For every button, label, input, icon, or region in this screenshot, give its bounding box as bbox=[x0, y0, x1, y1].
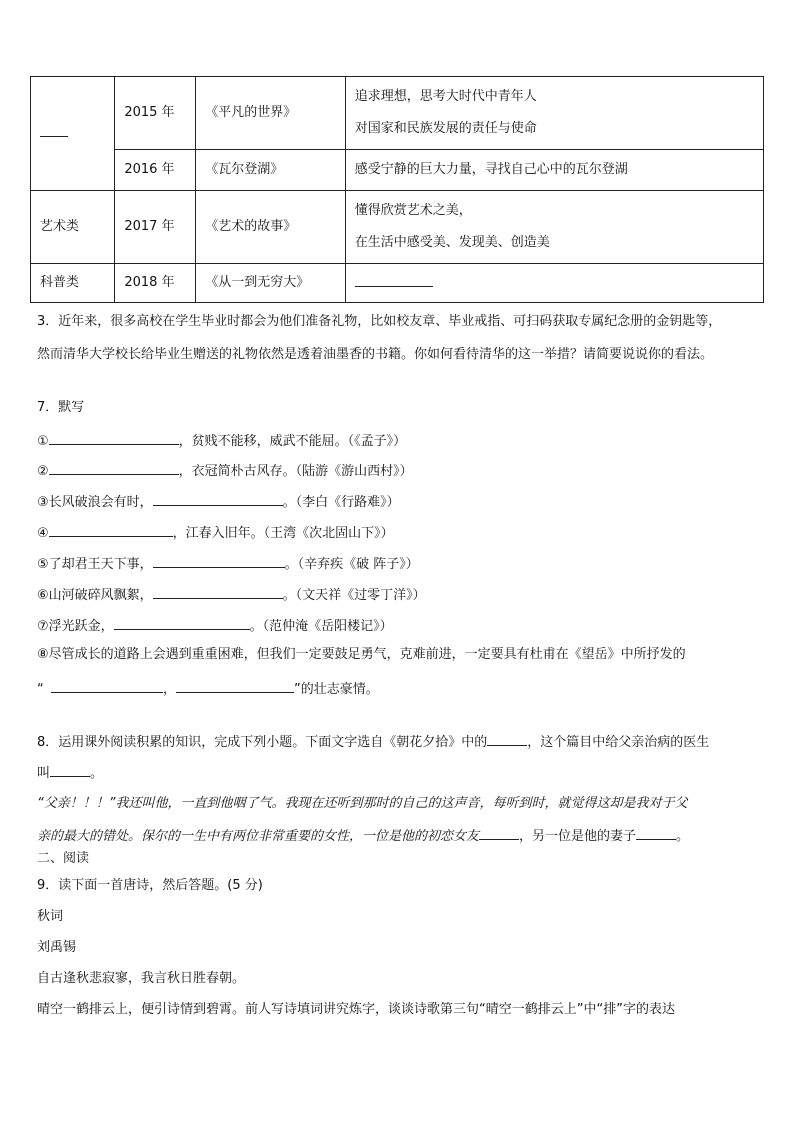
section-heading: 二、阅读 bbox=[37, 851, 90, 866]
meaning-cell: 感受宁静的巨大力量，寻找自己心中的瓦尔登湖 bbox=[345, 150, 763, 191]
q7-title: 7．默写 bbox=[37, 400, 85, 415]
item-text: ，另一位是他的妻子 bbox=[519, 829, 637, 844]
meaning-line: 对国家和民族发展的责任与使命 bbox=[354, 121, 537, 136]
fill-blank[interactable] bbox=[487, 731, 527, 746]
meaning-cell bbox=[345, 77, 763, 150]
year-cell: 2016 年 bbox=[115, 150, 196, 191]
item-text: 8．运用课外阅读积累的知识，完成下列小题。下面文字选自《朝花夕拾》中的 bbox=[37, 735, 488, 750]
answer-blank-line bbox=[355, 272, 433, 287]
book-cell: 《瓦尔登湖》 bbox=[196, 150, 346, 191]
item-text: ② bbox=[37, 464, 49, 479]
q7-item4 bbox=[37, 522, 394, 543]
q8-quote-line2 bbox=[37, 825, 689, 846]
meaning-line: 追求理想，思考大时代中青年人 bbox=[354, 89, 537, 104]
item-text: ”的壮志豪情。 bbox=[294, 682, 379, 697]
item-text: ③长风破浪会有时， bbox=[37, 495, 153, 510]
item-text: 。（辛弃疾《破 阵子》） bbox=[284, 557, 419, 572]
category-cell: 科普类 bbox=[31, 264, 115, 303]
reading-list-table bbox=[30, 76, 764, 303]
fill-blank[interactable] bbox=[176, 678, 294, 693]
item-text: “ bbox=[37, 682, 44, 697]
fill-blank[interactable] bbox=[153, 584, 283, 599]
q7-item1 bbox=[37, 430, 406, 451]
q3-line1: 3．近年来，很多高校在学生毕业时都会为他们准备礼物，比如校友章、毕业戒指、可扫码获取专属纪念册的金钥匙等， bbox=[37, 314, 722, 329]
table-row bbox=[31, 264, 764, 303]
fill-blank[interactable] bbox=[51, 678, 163, 693]
item-text: ，贫贱不能移，威武不能屈。（《孟子》） bbox=[178, 434, 407, 449]
year-cell: 2015 年 bbox=[115, 77, 196, 150]
poem-verse1: 自古逢秋悲寂寥，我言秋日胜春朝。 bbox=[37, 971, 246, 986]
fill-blank[interactable] bbox=[49, 522, 173, 537]
fill-blank[interactable] bbox=[49, 460, 179, 475]
q7-item8-blanks bbox=[37, 678, 379, 699]
q8-line1 bbox=[37, 731, 709, 752]
item-text: 。 bbox=[676, 829, 690, 844]
item-text: 叫 bbox=[37, 766, 51, 781]
fill-blank[interactable] bbox=[49, 430, 179, 445]
book-cell: 《平凡的世界》 bbox=[196, 77, 346, 150]
meaning-cell-blank bbox=[345, 264, 763, 303]
item-text: ④ bbox=[37, 526, 49, 541]
item-text: 。（文天祥《过零丁洋》） bbox=[282, 588, 426, 603]
meaning-cell bbox=[345, 191, 763, 264]
item-text: ，江春入旧年。（王湾《次北固山下》） bbox=[172, 526, 394, 541]
q7-item3 bbox=[37, 491, 400, 512]
year-cell: 2017 年 bbox=[115, 191, 196, 264]
q7-item2 bbox=[37, 460, 413, 481]
item-text: ，衣冠简朴古风存。（陆游《游山西村》） bbox=[178, 464, 413, 479]
q7-item8: ⑧尽管成长的道路上会遇到重重困难，但我们一定要鼓足勇气，克难前进，一定要具有杜甫在《望岳》中所抒发的 bbox=[37, 647, 686, 662]
poem-author: 刘禹锡 bbox=[37, 940, 77, 955]
q7-item5 bbox=[37, 553, 419, 574]
item-text: ⑤了却君王天下事， bbox=[37, 557, 153, 572]
meaning-line: 在生活中感受美、发现美、创造美 bbox=[354, 235, 550, 250]
book-cell: 《从一到无穷大》 bbox=[196, 264, 346, 303]
book-cell: 《艺术的故事》 bbox=[196, 191, 346, 264]
poem-verse2: 晴空一鹤排云上，便引诗情到碧霄。前人写诗填词讲究炼字，谈谈诗歌第三句“晴空一鹤排云上”中“排”字的表达 bbox=[37, 1002, 675, 1017]
fill-blank[interactable] bbox=[153, 553, 285, 568]
q8-line2 bbox=[37, 762, 103, 783]
table-row bbox=[31, 77, 764, 150]
q3-line2: 然而清华大学校长给毕业生赠送的礼物依然是透着油墨香的书籍。你如何看待清华的这一举措？请简要说说你的看法。 bbox=[37, 347, 714, 362]
item-text: ⑦浮光跃金， bbox=[37, 619, 114, 634]
fill-blank[interactable] bbox=[479, 825, 519, 840]
q9-title: 9．读下面一首唐诗，然后答题。(5 分) bbox=[37, 878, 263, 893]
q8-quote-line1: “父亲！！！”我还叫他，一直到他咽了气。我现在还听到那时的自己的这声音，每听到时，就觉得这却是我对于父 bbox=[37, 796, 688, 811]
item-text: ① bbox=[37, 434, 49, 449]
category-cell-blank bbox=[31, 77, 115, 191]
item-text: 亲的最大的错处。保尔的一生中有两位非常重要的女性，一位是他的初恋女友 bbox=[37, 829, 480, 844]
fill-blank[interactable] bbox=[50, 762, 90, 777]
item-text: ⑥山河破碎风飘絮， bbox=[37, 588, 153, 603]
q7-item6 bbox=[37, 584, 426, 605]
year-cell: 2018 年 bbox=[115, 264, 196, 303]
fill-blank[interactable] bbox=[114, 615, 250, 630]
item-text: 。 bbox=[90, 766, 104, 781]
category-cell: 艺术类 bbox=[31, 191, 115, 264]
table-row bbox=[31, 150, 764, 191]
poem-title: 秋词 bbox=[37, 909, 64, 924]
item-text: 。（李白《行路难》） bbox=[282, 495, 400, 510]
item-text: ， bbox=[163, 682, 177, 697]
fill-blank[interactable] bbox=[153, 491, 283, 506]
item-text: ，这个篇目中给父亲治病的医生 bbox=[527, 735, 710, 750]
meaning-line: 懂得欣赏艺术之美， bbox=[354, 203, 472, 218]
fill-blank[interactable] bbox=[636, 825, 676, 840]
category-blank-line bbox=[40, 124, 68, 137]
item-text: 。（范仲淹《岳阳楼记》） bbox=[249, 619, 393, 634]
q7-item7 bbox=[37, 615, 393, 636]
table-row bbox=[31, 191, 764, 264]
